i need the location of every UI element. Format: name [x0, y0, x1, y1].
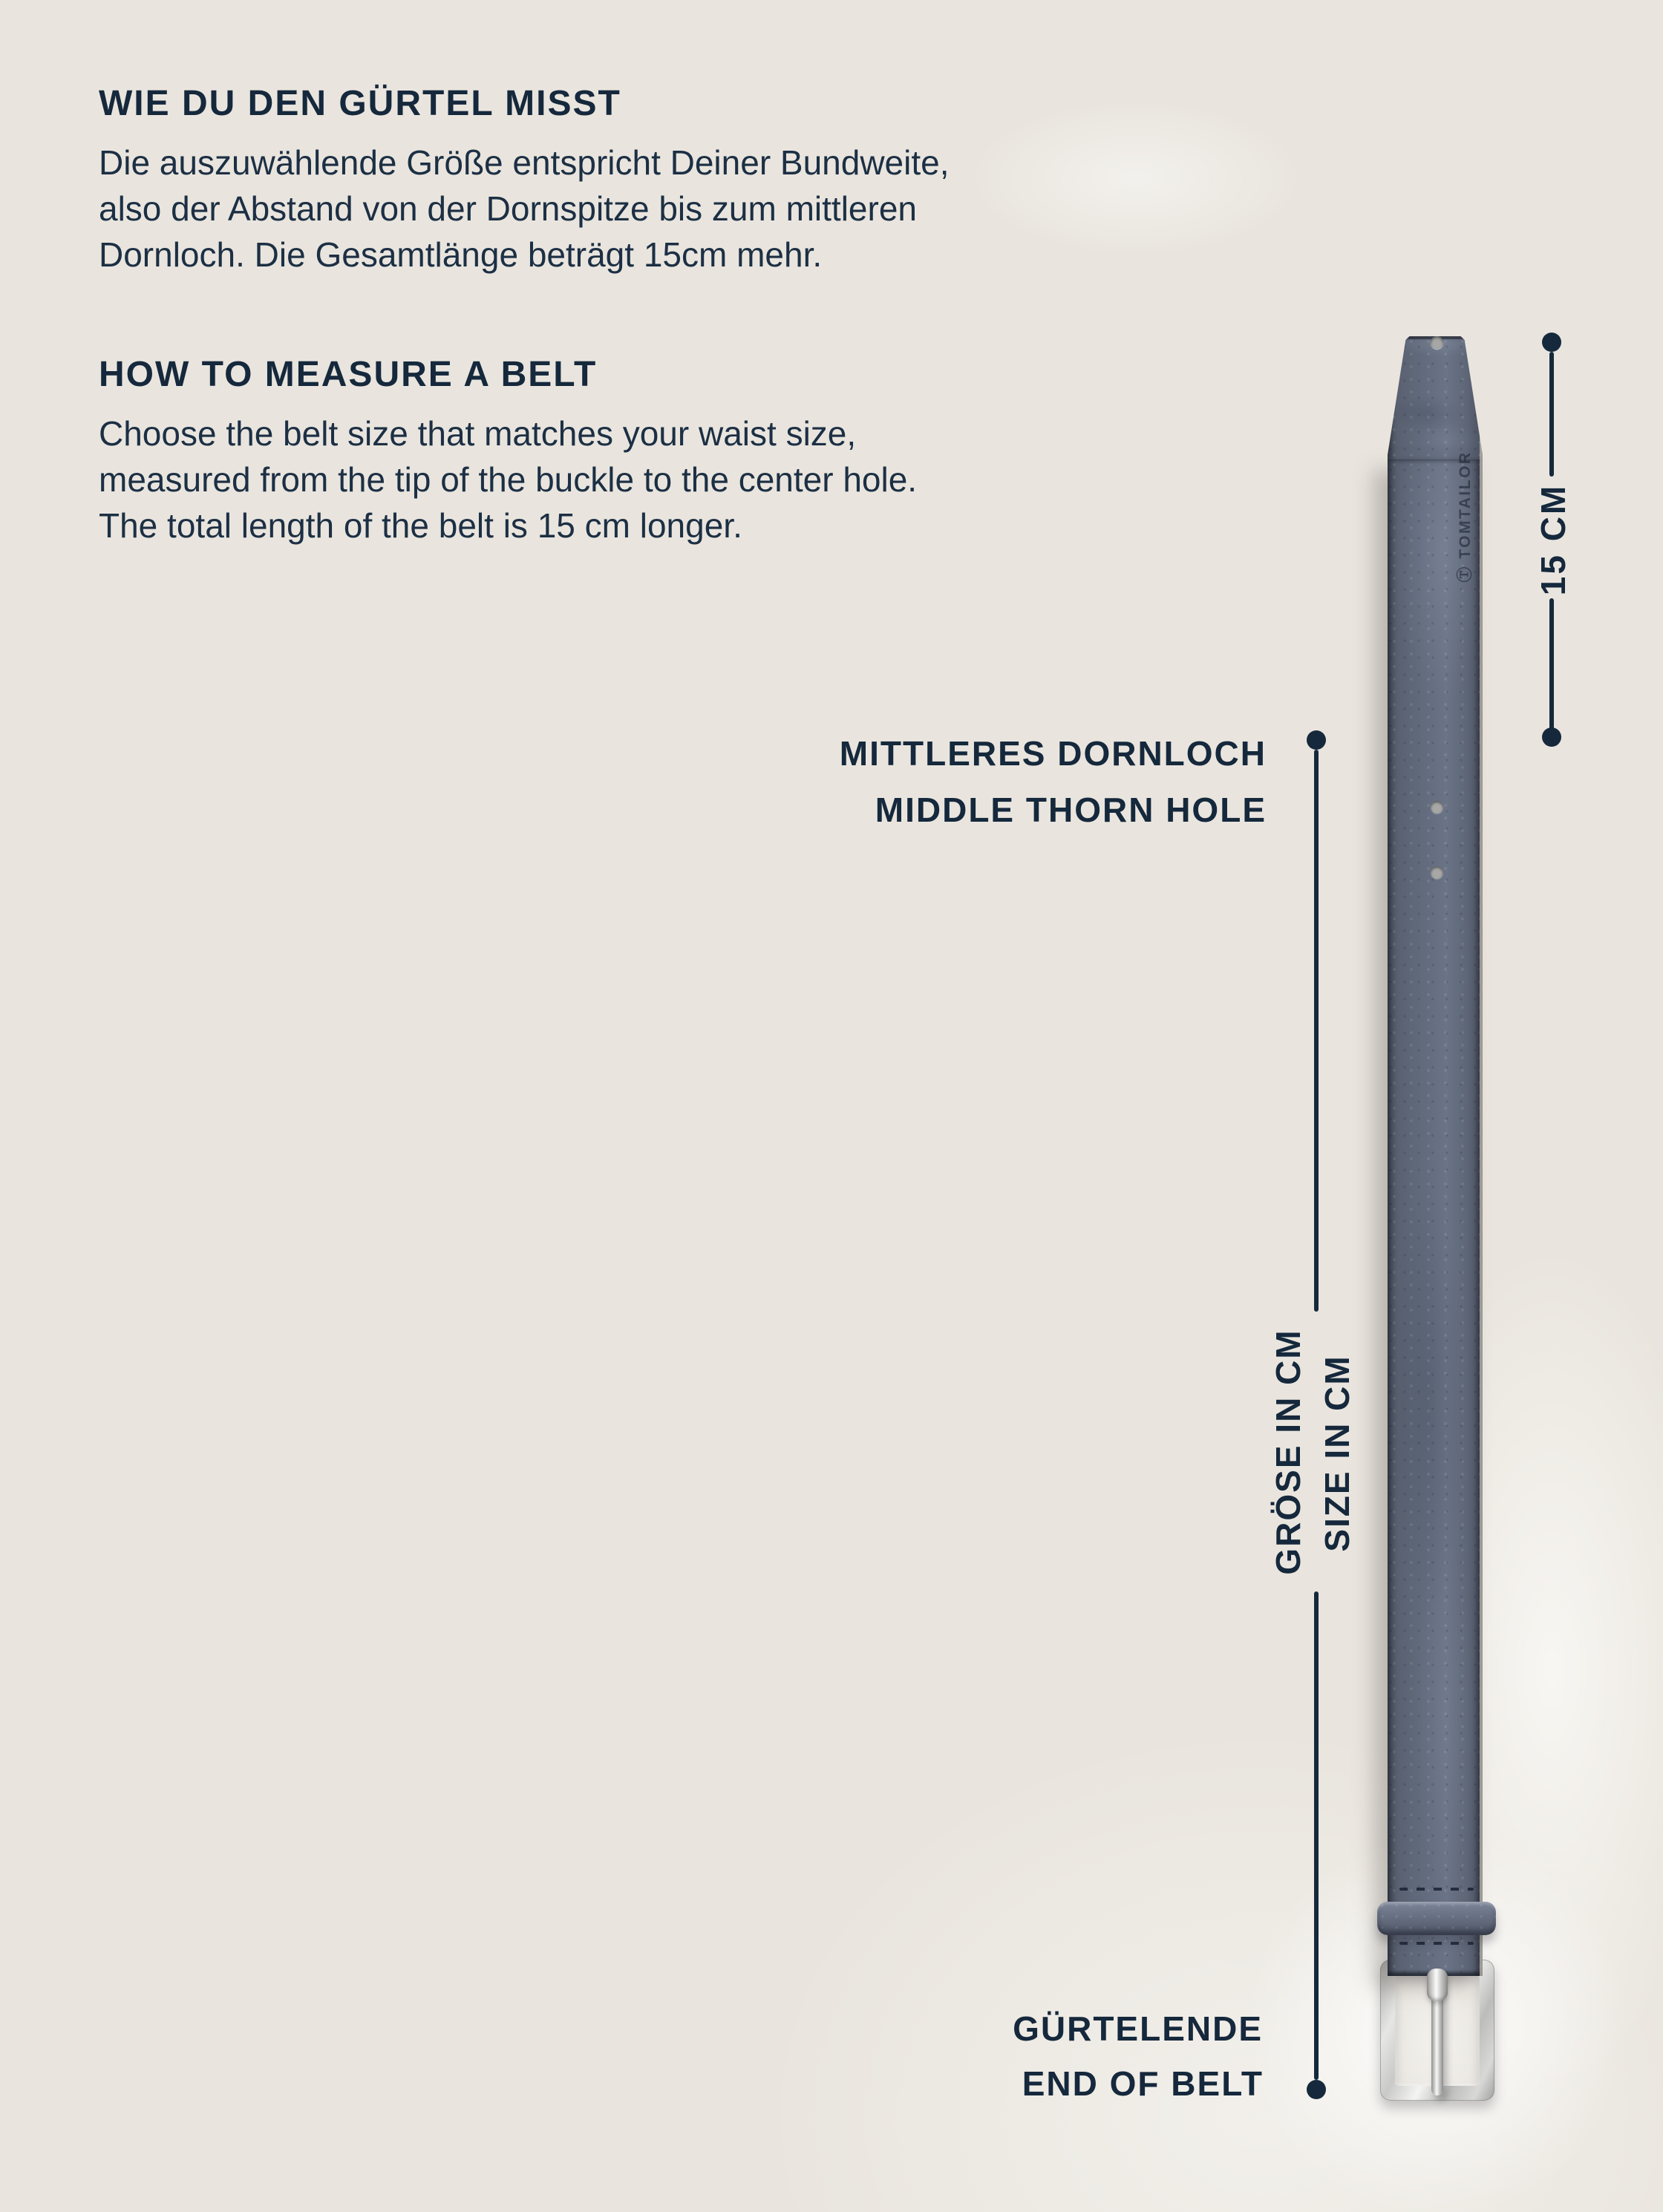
german-line-3: Dornloch. Die Gesamtlänge beträgt 15cm mehr.: [99, 235, 823, 274]
belt-keeper-loop: [1377, 1902, 1496, 1935]
label-middle-hole-en: MIDDLE THORN HOLE: [875, 791, 1267, 829]
label-15cm: 15 CM: [1534, 483, 1572, 596]
brand-emboss: Ⓣ TOMTAILOR: [1457, 451, 1474, 583]
german-line-2: also der Abstand von der Dornspitze bis zum mittleren: [99, 189, 917, 228]
instructions-german: [99, 83, 950, 278]
belt-hole: [1431, 801, 1443, 814]
measure-line-size: [1314, 1591, 1319, 2080]
german-line-1: Die auszuwählende Größe entspricht Deiner Bundweite,: [99, 143, 950, 182]
measure-dot: [1542, 333, 1561, 352]
belt-hole: [1431, 866, 1443, 879]
english-paragraph: [99, 410, 917, 549]
measure-line-15cm: [1549, 352, 1554, 477]
belt-strap: [1388, 459, 1483, 1976]
english-line-3: The total length of the belt is 15 cm longer.: [99, 506, 742, 545]
english-line-1: Choose the belt size that matches your waist size,: [99, 414, 857, 453]
measure-dot: [1542, 727, 1561, 747]
english-heading: HOW TO MEASURE A BELT: [99, 355, 598, 394]
german-paragraph: [99, 140, 950, 278]
measure-dot: [1307, 730, 1326, 750]
buckle-prong: [1431, 1972, 1443, 2095]
stitch-row: [1399, 1888, 1474, 1891]
label-belt-end-de: GÜRTELENDE: [1013, 2009, 1263, 2048]
measure-line-size: [1314, 750, 1319, 1312]
belt-photo: [1388, 336, 1483, 1976]
label-belt-end-en: END OF BELT: [1022, 2064, 1264, 2103]
label-size-de: GRÖSE IN CM: [1269, 1329, 1307, 1575]
belt-hole: [1431, 336, 1443, 349]
stitch-row: [1399, 1942, 1474, 1945]
english-line-2: measured from the tip of the buckle to the center hole.: [99, 460, 918, 499]
label-middle-hole-de: MITTLERES DORNLOCH: [839, 734, 1267, 773]
measure-dot: [1307, 2080, 1326, 2099]
instructions-english: [99, 354, 917, 549]
belt-tip: [1388, 336, 1483, 461]
german-heading: WIE DU DEN GÜRTEL MISST: [99, 84, 621, 123]
measure-line-15cm: [1549, 598, 1554, 733]
label-size-en: SIZE IN CM: [1318, 1355, 1356, 1552]
